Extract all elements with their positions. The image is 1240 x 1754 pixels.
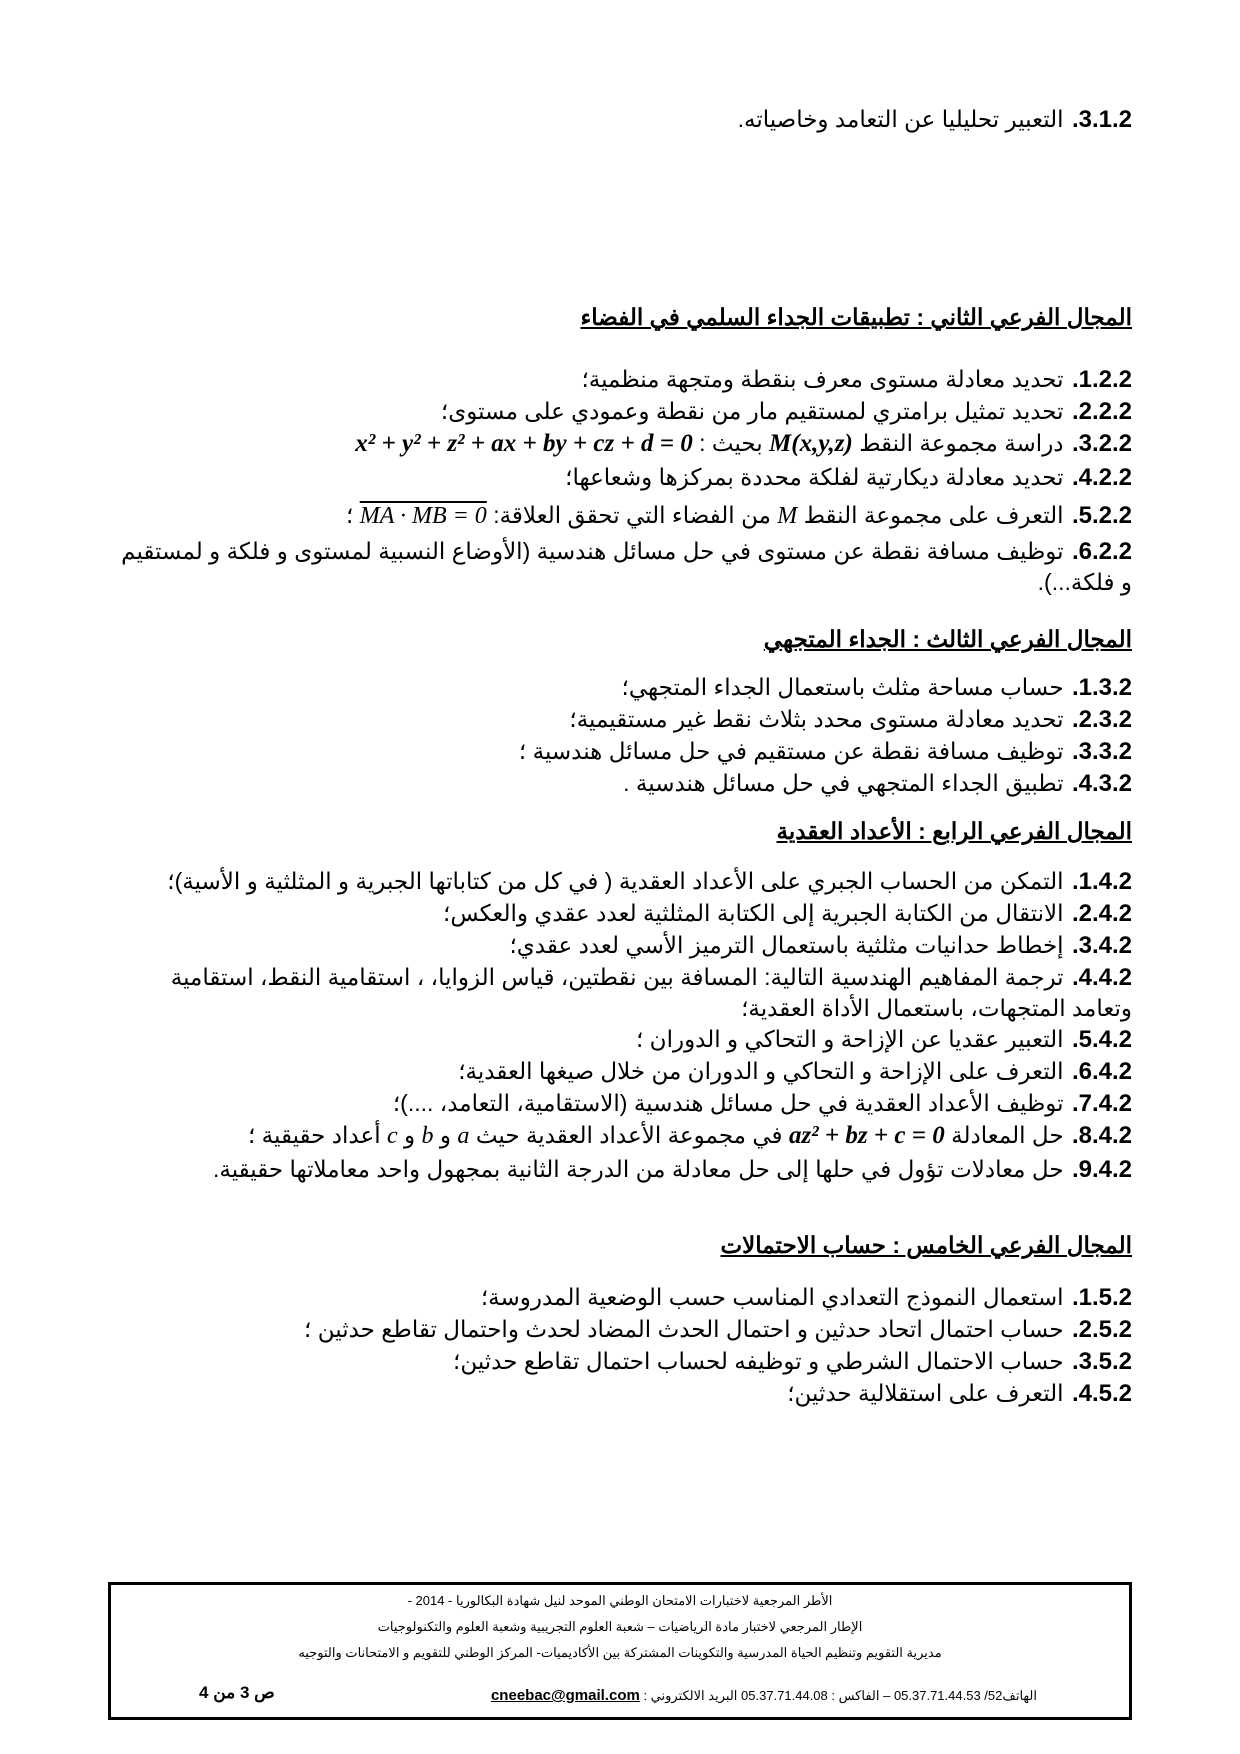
list-item (110, 500, 1132, 531)
list-item (110, 736, 1132, 767)
item-text: توظيف مسافة نقطة عن مستقيم في حل مسائل هندسية ؛ (518, 738, 1064, 764)
list-item (110, 930, 1132, 961)
item-number: 3.1.2. (1071, 106, 1132, 133)
item-text: استعمال النموذج التعدادي المناسب حسب الوضعية المدروسة؛ (480, 1284, 1064, 1310)
math-expression: x² + y² + z² + ax + by + cz + d = 0 (355, 430, 693, 457)
list-item (110, 462, 1132, 493)
item-text: التعبير تحليليا عن التعامد وخاصياته. (737, 106, 1064, 132)
list-item (110, 396, 1132, 427)
list-item (110, 1314, 1132, 1345)
item-text: الانتقال من الكتابة الجبرية إلى الكتابة المثلثية لعدد عقدي والعكس؛ (443, 900, 1064, 926)
item-number: 3.2.2. (1071, 430, 1132, 457)
math-expression: az² + bz + c = 0 (788, 1122, 945, 1149)
item-number: 2.5.2. (1071, 1316, 1132, 1343)
footer-box (108, 1582, 1132, 1720)
footer-line: مديرية التقويم وتنظيم الحياة المدرسية والتكوينات المشتركة بين الأكاديميات- المركز الوطني للتقويم و الامتحانات والتوجيه (298, 1645, 942, 1660)
item-text: توظيف الأعداد العقدية في حل مسائل هندسية (الاستقامية، التعامد، ....)؛ (392, 1090, 1064, 1116)
math-variable: a (457, 1123, 470, 1149)
item-text: التعرف على مجموعة النقط (803, 502, 1064, 528)
math-expression: M(x,y,z) (769, 430, 853, 457)
list-item (110, 104, 1132, 135)
item-text: حساب الاحتمال الشرطي و توظيفه لحساب احتمال تقاطع حدثين؛ (453, 1348, 1064, 1374)
list-item (108, 536, 1132, 597)
item-number: 4.4.2. (1071, 964, 1132, 991)
list-item (110, 1056, 1132, 1087)
item-number: 6.4.2. (1071, 1058, 1132, 1085)
item-text: حل المعادلة (951, 1122, 1064, 1148)
item-text: ؛ (346, 502, 354, 528)
item-number: 6.2.2. (1071, 538, 1132, 565)
list-item (108, 962, 1132, 1023)
section-heading: المجال الفرعي الثالث : الجداء المتجهي (763, 626, 1132, 652)
item-text: التعرف على الإزاحة و التحاكي و الدوران من خلال صيغها العقدية؛ (458, 1058, 1064, 1084)
list-item (110, 1282, 1132, 1313)
list-item (110, 1088, 1132, 1119)
list-item (110, 672, 1132, 703)
item-number: 2.4.2. (1071, 900, 1132, 927)
email-link[interactable]: cneebac@gmail.com (490, 1687, 640, 1704)
item-text: أعداد حقيقية ؛ (247, 1122, 381, 1148)
item-number: 1.4.2. (1071, 868, 1132, 895)
footer-line: الإطار المرجعي لاختبار مادة الرياضيات – شعبة العلوم التجريبية وشعبة العلوم والتكنولوجيات (377, 1619, 863, 1634)
footer-contact (491, 1687, 1037, 1704)
item-text: في مجموعة الأعداد العقدية حيث (475, 1122, 783, 1148)
item-number: 3.3.2. (1071, 738, 1132, 765)
item-text: دراسة مجموعة النقط (859, 430, 1064, 456)
list-item (110, 898, 1132, 929)
math-variable: b (421, 1123, 434, 1149)
item-number: 4.2.2. (1071, 464, 1132, 491)
item-text: التعبير عقديا عن الإزاحة و التحاكي و الدوران ؛ (635, 1026, 1064, 1052)
item-text: التمكن من الحساب الجبري على الأعداد العقدية ( في كل من كتاباتها الجبرية و المثلثية و الأسية)؛ (167, 868, 1064, 894)
item-text: إخطاط حدانيات مثلثية باستعمال الترميز الأسي لعدد عقدي؛ (509, 932, 1064, 958)
item-number: 7.4.2. (1071, 1090, 1132, 1117)
item-number: 1.3.2. (1071, 674, 1132, 701)
math-variable: M (777, 503, 798, 529)
item-number: 4.5.2. (1071, 1380, 1132, 1407)
item-text: و (439, 1122, 452, 1148)
item-text: و (404, 1122, 416, 1148)
item-number: 5.4.2. (1071, 1026, 1132, 1053)
item-text: تحديد معادلة مستوى معرف بنقطة ومتجهة منظمية؛ (581, 366, 1064, 392)
page-number: ص 3 من 4 (199, 1683, 275, 1702)
footer-line: الأطر المرجعية لاختبارات الامتحان الوطني الموحد لنيل شهادة البكالوريا - 2014 - (407, 1593, 833, 1608)
item-number: 3.5.2. (1071, 1348, 1132, 1375)
list-item (110, 1120, 1132, 1151)
item-text: ترجمة المفاهيم الهندسية التالية: المسافة بين نقطتين، قياس الزوايا، ، استقامية النقط، استقامية وتعامد المتجهات، باستعمال الأداة العقدية؛ (170, 964, 1132, 1021)
list-item (110, 1154, 1132, 1185)
item-number: 8.4.2. (1071, 1122, 1132, 1149)
math-variable: c (386, 1123, 398, 1149)
item-text: تحديد تمثيل برامتري لمستقيم مار من نقطة وعمودي على مستوى؛ (440, 398, 1064, 424)
item-number: 5.2.2. (1071, 502, 1132, 529)
list-item (110, 1378, 1132, 1409)
contact-text: الهاتف52/ 05.37.71.44.53 – الفاكس : 05.37.71.44.08 البريد الالكتروني : (643, 1688, 1037, 1703)
section-heading: المجال الفرعي الثاني : تطبيقات الجداء السلمي في الفضاء (580, 304, 1132, 330)
item-number: 1.5.2. (1071, 1284, 1132, 1311)
item-text: حل معادلات تؤول في حلها إلى حل معادلة من الدرجة الثانية بمجهول واحد معاملاتها حقيقية. (213, 1156, 1064, 1182)
list-item (110, 768, 1132, 799)
list-item (110, 704, 1132, 735)
section-heading: المجال الفرعي الرابع : الأعداد العقدية (776, 818, 1132, 844)
section-heading: المجال الفرعي الخامس : حساب الاحتمالات (720, 1232, 1132, 1258)
item-text: تحديد معادلة ديكارتية لفلكة محددة بمركزها وشعاعها؛ (565, 464, 1064, 490)
item-number: 4.3.2. (1071, 770, 1132, 797)
list-item (110, 364, 1132, 395)
item-text: تحديد معادلة مستوى محدد بثلاث نقط غير مستقيمية؛ (569, 706, 1064, 732)
item-text: حساب احتمال اتحاد حدثين و احتمال الحدث المضاد لحدث واحتمال تقاطع حدثين ؛ (304, 1316, 1064, 1342)
item-text: التعرف على استقلالية حدثين؛ (787, 1380, 1064, 1406)
item-text: توظيف مسافة نقطة عن مستوى في حل مسائل هندسية (الأوضاع النسبية لمستوى و فلكة و لمستقيم و فلكة...). (121, 538, 1132, 595)
item-number: 3.4.2. (1071, 932, 1132, 959)
item-text: بحيث : (699, 430, 763, 456)
list-item (110, 1346, 1132, 1377)
item-text: من الفضاء التي تحقق العلاقة: (493, 502, 771, 528)
item-text: تطبيق الجداء المتجهي في حل مسائل هندسية . (623, 770, 1064, 796)
item-text: حساب مساحة مثلث باستعمال الجداء المتجهي؛ (621, 674, 1064, 700)
item-number: 2.3.2. (1071, 706, 1132, 733)
item-number: 2.2.2. (1071, 398, 1132, 425)
math-expression: MA · MB = 0 (359, 503, 487, 529)
list-item (110, 428, 1132, 459)
list-item (110, 1024, 1132, 1055)
list-item (110, 866, 1132, 897)
item-number: 1.2.2. (1071, 366, 1132, 393)
item-number: 9.4.2. (1071, 1156, 1132, 1183)
